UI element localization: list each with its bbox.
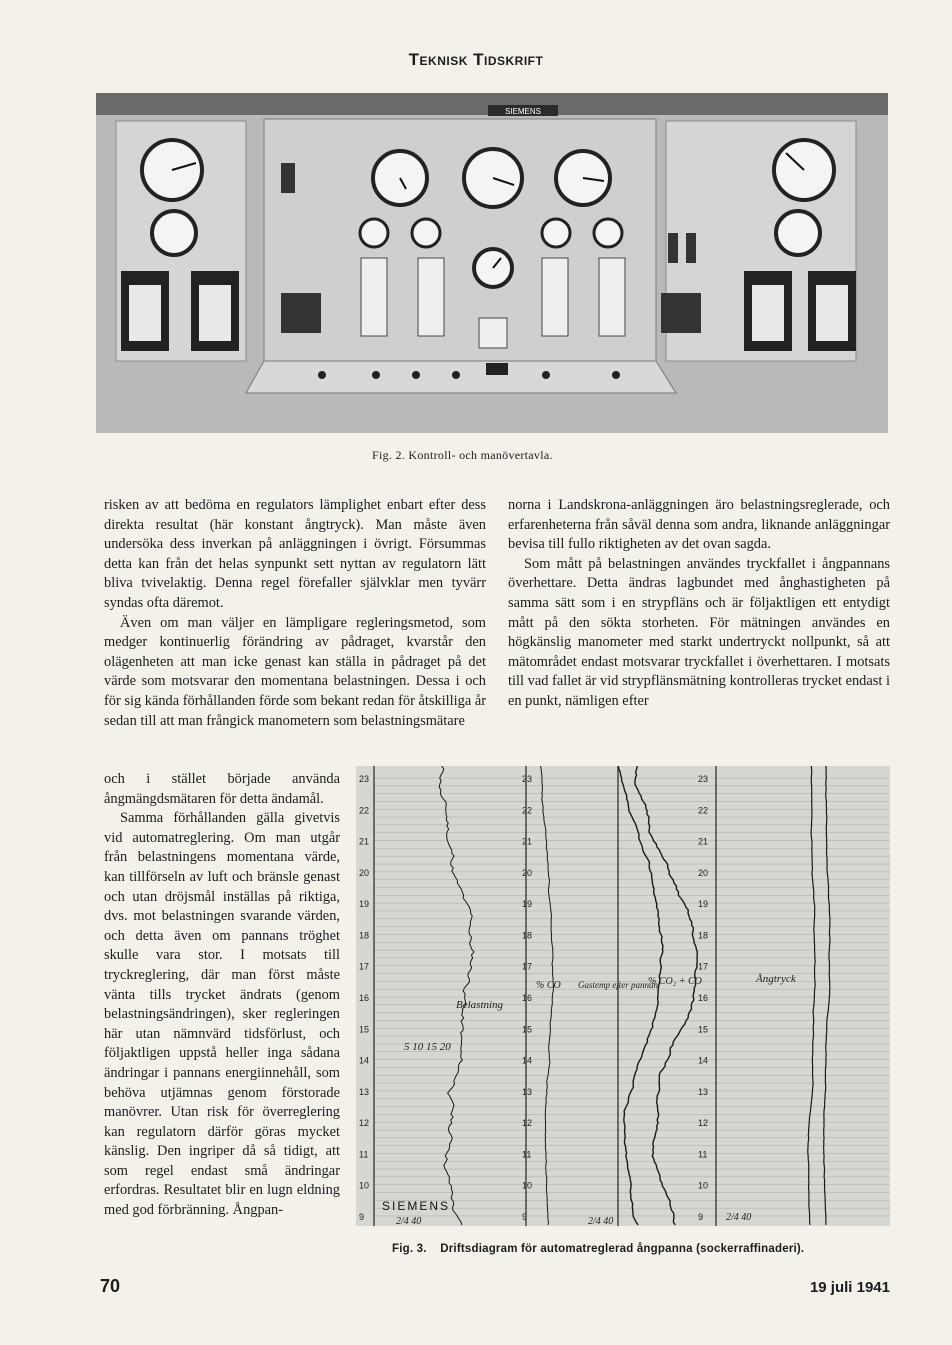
time-tick-label: 11: [359, 1149, 369, 1160]
time-tick-label: 22: [359, 805, 370, 816]
annotation-date: 2/4 40: [588, 1216, 614, 1226]
time-tick-label: 13: [698, 1086, 709, 1097]
annotation-belastning: Belastning: [456, 999, 504, 1011]
figure-3-text: Driftsdiagram för automatreglerad ångpanna (sockerraffinaderi).: [440, 1243, 805, 1255]
paragraph: Som mått på belastningen användes tryckfallet i ångpannans överhettare. Detta ändras lagbundet med ånghastigheten på samma sätt som i en strypfläns och är följaktligen ett entydigt mått på den sökta storheten. För mätningen användes en högkänslig manometer med starkt undertryckt nollpunkt, så att mätområdet endast motsvarar tryckfallet i överhettaren. I motsats till vad fallet är vid strypflänsmätning kontrolleras trycket endast i en punkt, nämligen efter: [508, 555, 890, 709]
time-tick-label: 23: [522, 774, 533, 784]
journal-title: Teknisk Tidskrift: [408, 50, 544, 69]
paragraph: Även om man väljer en lämpligare regleringsmetod, som medger kontinuerlig förändring av pådraget, kvarstår den olägenheten att man icke genast kan ställa in pådraget på det värde som motsvarar den momentana belastningen. Dessa i och för sig kända förhållanden förde som bekant redan för åtskilliga år sedan till att man frångick manometern som belastningsmätare: [104, 614, 487, 729]
time-tick-label: 14: [522, 1055, 533, 1066]
time-tick-label: 20: [359, 867, 370, 878]
time-tick-label: 16: [522, 993, 533, 1003]
trace-belastning: [439, 766, 474, 1225]
trace-co2: [635, 766, 698, 1225]
chart-traces: [439, 766, 830, 1225]
trace-angtryck: [808, 766, 815, 1225]
time-tick-label: 23: [698, 774, 709, 784]
time-tick-label: 16: [698, 993, 709, 1003]
page-number: 70: [100, 1276, 121, 1296]
time-tick-label: 16: [359, 993, 370, 1003]
time-tick-label: 11: [698, 1149, 708, 1160]
time-tick-label: 18: [522, 930, 533, 941]
text-column-left-narrow: [104, 770, 340, 1221]
time-tick-label: 12: [522, 1118, 533, 1129]
trace-gastemp: [618, 766, 663, 1225]
issue-date: 19 juli 1941: [809, 1279, 890, 1296]
annotation-date: 2/4 40: [396, 1216, 422, 1226]
paragraph: risken av att bedöma en regulators lämplighet enbart efter dess direkta resultat (här konstant ångtryck). Man måste även undersöka dess inverkan på anläggningen i övrigt. Försummas detta kan från det helas synpunkt sett nyttan av regulatorn lätt bliva tvivelaktig. Denna regel förefaller självklar men tyvärr syndas ofta däremot.: [104, 497, 486, 611]
time-tick-label: 18: [698, 930, 709, 941]
annotation-marks: 5 10 15 20: [404, 1041, 451, 1053]
chart-time-ticks: [359, 774, 708, 1222]
siemens-plate: SIEMENS: [504, 107, 542, 116]
time-tick-label: 13: [522, 1086, 533, 1097]
time-tick-label: 9: [698, 1212, 704, 1222]
operating-diagram-svg: [356, 766, 890, 1226]
time-tick-label: 20: [698, 867, 709, 878]
chart-grid: [374, 766, 890, 1226]
time-tick-label: 13: [359, 1086, 370, 1097]
time-tick-label: 19: [522, 899, 533, 910]
figure-2-caption: Fig. 2. Kontroll- och manövertavla.: [372, 448, 553, 462]
time-tick-label: 20: [522, 867, 533, 878]
text-column-left: [104, 496, 486, 731]
time-tick-label: 18: [359, 930, 370, 941]
time-tick-label: 21: [698, 836, 709, 847]
paragraph: norna i Landskrona-anläggningen äro belastningsreglerade, och erfarenheterna från såväl denna som andra, liknande anläggningar bevisa till fullo riktigheten av det ovan sagda.: [508, 497, 890, 553]
time-tick-label: 15: [522, 1024, 533, 1035]
chart-brand: SIEMENS: [382, 1199, 451, 1213]
annotation-co: % CO: [536, 980, 561, 991]
time-tick-label: 22: [522, 805, 533, 816]
time-tick-label: 21: [522, 836, 533, 847]
control-panel-drawing: [96, 93, 888, 433]
time-tick-label: 10: [698, 1180, 709, 1191]
time-tick-label: 14: [359, 1055, 370, 1066]
time-tick-label: 19: [698, 899, 709, 910]
annotation-co2: % CO₂ + CO: [648, 976, 702, 987]
time-tick-label: 12: [698, 1118, 709, 1129]
time-tick-label: 21: [359, 836, 370, 847]
time-tick-label: 9: [359, 1212, 365, 1222]
time-tick-label: 15: [359, 1024, 370, 1035]
time-tick-label: 11: [522, 1149, 532, 1160]
control-panel-photo: [96, 93, 888, 433]
trace-co: [541, 766, 554, 1225]
time-tick-label: 14: [698, 1055, 709, 1066]
time-tick-label: 23: [359, 774, 370, 784]
operating-diagram: [356, 766, 890, 1226]
figure-3-caption: [392, 1243, 804, 1255]
annotation-gastemp: Gastemp efter pannan: [578, 980, 658, 990]
figure-3-label: Fig. 3.: [392, 1243, 427, 1255]
trace-angtryck-2: [824, 766, 830, 1225]
time-tick-label: 19: [359, 899, 370, 910]
annotation-angtryck: Ångtryck: [756, 973, 796, 985]
time-tick-label: 12: [359, 1118, 370, 1129]
time-tick-label: 17: [359, 961, 370, 972]
paragraph: och i stället började använda ångmängdsmätaren för detta ändamål.: [104, 771, 340, 807]
time-tick-label: 10: [522, 1180, 533, 1191]
text-column-right: [508, 496, 890, 712]
time-tick-label: 10: [359, 1180, 370, 1191]
annotation-date: 2/4 40: [726, 1212, 752, 1223]
time-tick-label: 17: [522, 961, 533, 972]
time-tick-label: 9: [522, 1212, 528, 1222]
paragraph: Samma förhållanden gälla givetvis vid automatreglering. Om man utgår från belastningens momentana värde, kan tillförseln av luft och bränsle genast och utan dröjsmål inställas på riktiga, dvs. mot belastningen svarande värden, och detta även om pannans tröghet skulle vara stor. I motsats till tryckreglering, där man först måste vänta tills trycket ändrats (genom belastningsändringen), sker regleringen här utan nämnvärd tidsförlust, och följaktligen uppstå heller inga sådana ändringar i pannans energiinnehåll, som behöva utjämnas genom förstorade manövrer. Utan risk för överreglering kan regulatorn därför göras mycket känslig. Den ingriper då så tidigt, att som regel endast små ändringar erfordras. Resultatet blir en lugn eldning med god förbränning. Ångpan-: [104, 810, 340, 1219]
time-tick-label: 17: [698, 961, 709, 972]
time-tick-label: 15: [698, 1024, 709, 1035]
time-tick-label: 22: [698, 805, 709, 816]
